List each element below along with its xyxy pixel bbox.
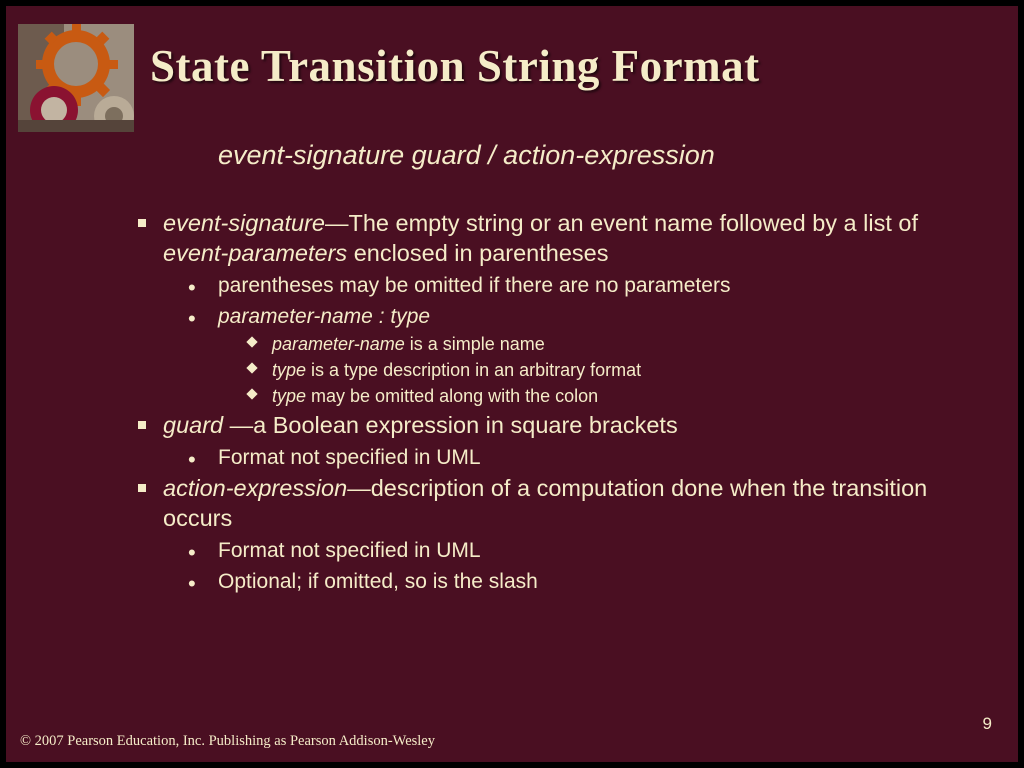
round-bullet-icon: •: [188, 306, 196, 331]
diamond-bullet-icon: [246, 388, 257, 399]
square-bullet-icon: [138, 484, 146, 492]
sub-bullet-text: Optional; if omitted, so is the slash: [218, 570, 538, 593]
bullet-text-emphasis: action-expression: [163, 475, 348, 501]
square-bullet-icon: [138, 421, 146, 429]
sub-sub-bullet-type-omitted: [130, 384, 960, 409]
bullet-item-event-signature: [130, 208, 953, 268]
sub-bullet-text: Format not specified in UML: [218, 446, 481, 469]
bullet-text: —description of a computation done when the transition occurs: [163, 475, 928, 531]
sub-sub-bullet-emphasis: type: [272, 386, 307, 406]
gears-icon: [18, 24, 134, 132]
page-number: 9: [982, 714, 992, 733]
bullet-item-guard: [130, 410, 953, 440]
sub-sub-bullet-parameter-name: [130, 332, 960, 357]
sub-bullet-text: parentheses may be omitted if there are no parameters: [218, 274, 731, 297]
slide-title: State Transition String Format: [150, 41, 760, 91]
copyright-footer: © 2007 Pearson Education, Inc. Publishing as Pearson Addison-Wesley: [20, 733, 435, 749]
sub-sub-bullet-emphasis: type: [272, 360, 307, 380]
round-bullet-icon: •: [188, 571, 196, 596]
gears-photo-logo: [18, 24, 134, 132]
sub-sub-bullet-emphasis: parameter-name: [272, 334, 405, 354]
bullet-item-action-expression: [130, 473, 953, 533]
sub-bullet-guard-format: [130, 444, 960, 471]
slide-body: [130, 208, 960, 597]
round-bullet-icon: •: [188, 540, 196, 565]
bullet-text-emphasis: guard: [163, 412, 230, 438]
sub-bullet-parentheses-optional: [130, 272, 960, 299]
sub-sub-bullet-text: is a simple name: [404, 334, 545, 354]
bullet-text: enclosed in parentheses: [347, 240, 609, 266]
diamond-bullet-icon: [246, 336, 257, 347]
sub-sub-bullet-type-description: [130, 358, 960, 383]
square-bullet-icon: [138, 219, 146, 227]
sub-bullet-parameter-name-type: [130, 303, 960, 330]
round-bullet-icon: •: [188, 447, 196, 472]
diamond-bullet-icon: [246, 362, 257, 373]
sub-sub-bullet-text: may be omitted along with the colon: [306, 386, 599, 406]
sub-sub-bullet-text: is a type description in an arbitrary format: [306, 360, 642, 380]
bullet-text: —The empty string or an event name followed by a list of: [325, 210, 919, 236]
sub-bullet-action-optional: [130, 568, 960, 595]
sub-bullet-text: parameter-name : type: [218, 305, 431, 328]
bullet-text: —a Boolean expression in square brackets: [229, 412, 678, 438]
slide-subtitle: event-signature guard / action-expression: [218, 140, 715, 170]
sub-bullet-action-format: [130, 537, 960, 564]
round-bullet-icon: •: [188, 275, 196, 300]
bullet-text-emphasis: event-parameters: [163, 240, 348, 266]
bullet-text-emphasis: event-signature: [163, 210, 325, 236]
sub-bullet-text: Format not specified in UML: [218, 539, 481, 562]
